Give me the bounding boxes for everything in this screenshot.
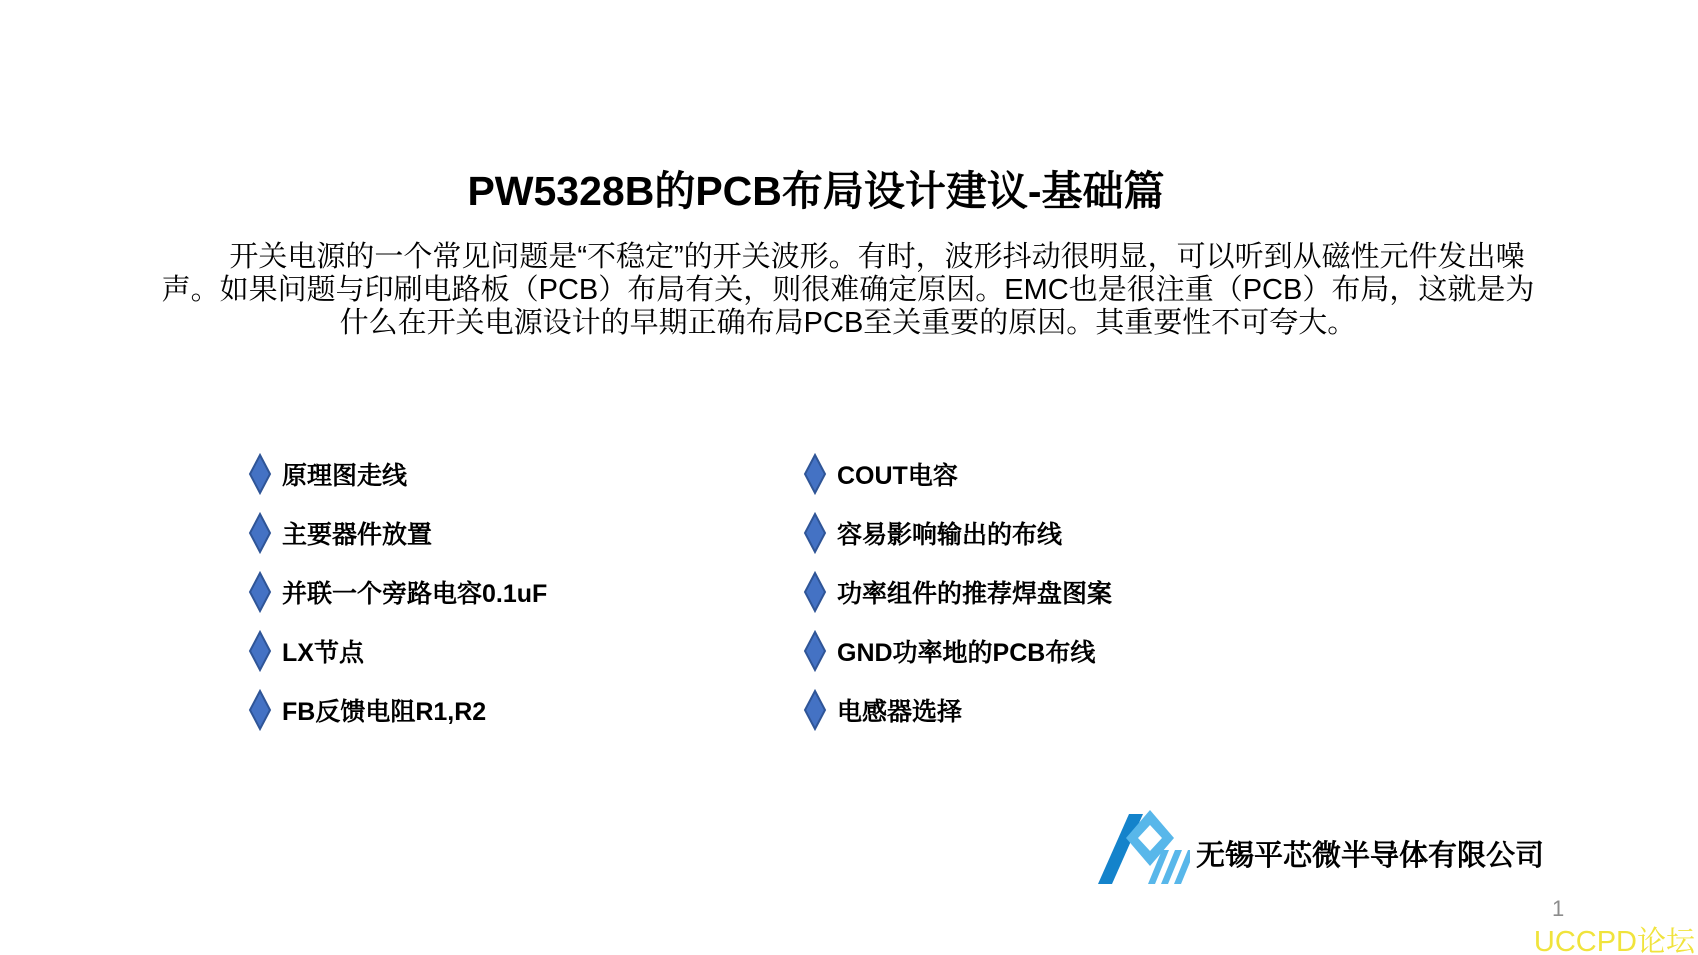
intro-line: 开关电源的一个常见问题是“不稳定”的开关波形。有时，波形抖动很明显，可以听到从磁性元件发出噪 xyxy=(171,241,1525,273)
diamond-bullet-icon xyxy=(248,571,272,613)
bullet-label: 原理图走线 xyxy=(282,462,408,490)
list-item xyxy=(803,630,1112,672)
bullet-label: 电感器选择 xyxy=(837,698,963,726)
bullet-label: LX节点 xyxy=(282,639,364,667)
list-item xyxy=(248,512,547,554)
company-logo-icon xyxy=(1098,808,1190,884)
list-item xyxy=(803,571,1112,613)
bullet-label: 主要器件放置 xyxy=(282,521,433,549)
diamond-bullet-icon xyxy=(803,571,827,613)
list-item xyxy=(248,571,547,613)
list-item xyxy=(248,689,547,731)
intro-line: 声。如果问题与印刷电路板（PCB）布局有关，则很难确定原因。EMC也是很注重（PCB）布局，这就是为 xyxy=(161,274,1535,306)
diamond-bullet-icon xyxy=(803,630,827,672)
diamond-bullet-icon xyxy=(248,689,272,731)
bullet-label: COUT电容 xyxy=(837,462,958,490)
diamond-bullet-icon xyxy=(248,630,272,672)
slide-title: PW5328B的PCB布局设计建议-基础篇 xyxy=(467,168,1165,214)
page-number: 1 xyxy=(1552,896,1565,921)
bullet-label: 功率组件的推荐焊盘图案 xyxy=(837,580,1113,608)
list-item xyxy=(803,689,1112,731)
intro-paragraph xyxy=(98,241,1598,340)
diamond-bullet-icon xyxy=(803,453,827,495)
list-item xyxy=(803,512,1112,554)
diamond-bullet-icon xyxy=(248,512,272,554)
diamond-bullet-icon xyxy=(803,512,827,554)
bullet-label: 容易影响输出的布线 xyxy=(837,521,1063,549)
intro-line: 什么在开关电源设计的早期正确布局PCB至关重要的原因。其重要性不可夸大。 xyxy=(339,307,1357,339)
diamond-bullet-icon xyxy=(803,689,827,731)
bullet-label: FB反馈电阻R1,R2 xyxy=(282,698,487,726)
company-name: 无锡平芯微半导体有限公司 xyxy=(1196,839,1545,872)
bullet-label: 并联一个旁路电容0.1uF xyxy=(282,580,548,608)
company-logo xyxy=(1098,808,1544,884)
bullet-list-left xyxy=(248,453,547,731)
forum-watermark: UCCPD论坛 xyxy=(1533,926,1695,955)
bullet-label: GND功率地的PCB布线 xyxy=(837,639,1096,667)
bullet-list-right xyxy=(803,453,1112,731)
list-item xyxy=(803,453,1112,495)
diamond-bullet-icon xyxy=(248,453,272,495)
list-item xyxy=(248,630,547,672)
list-item xyxy=(248,453,547,495)
